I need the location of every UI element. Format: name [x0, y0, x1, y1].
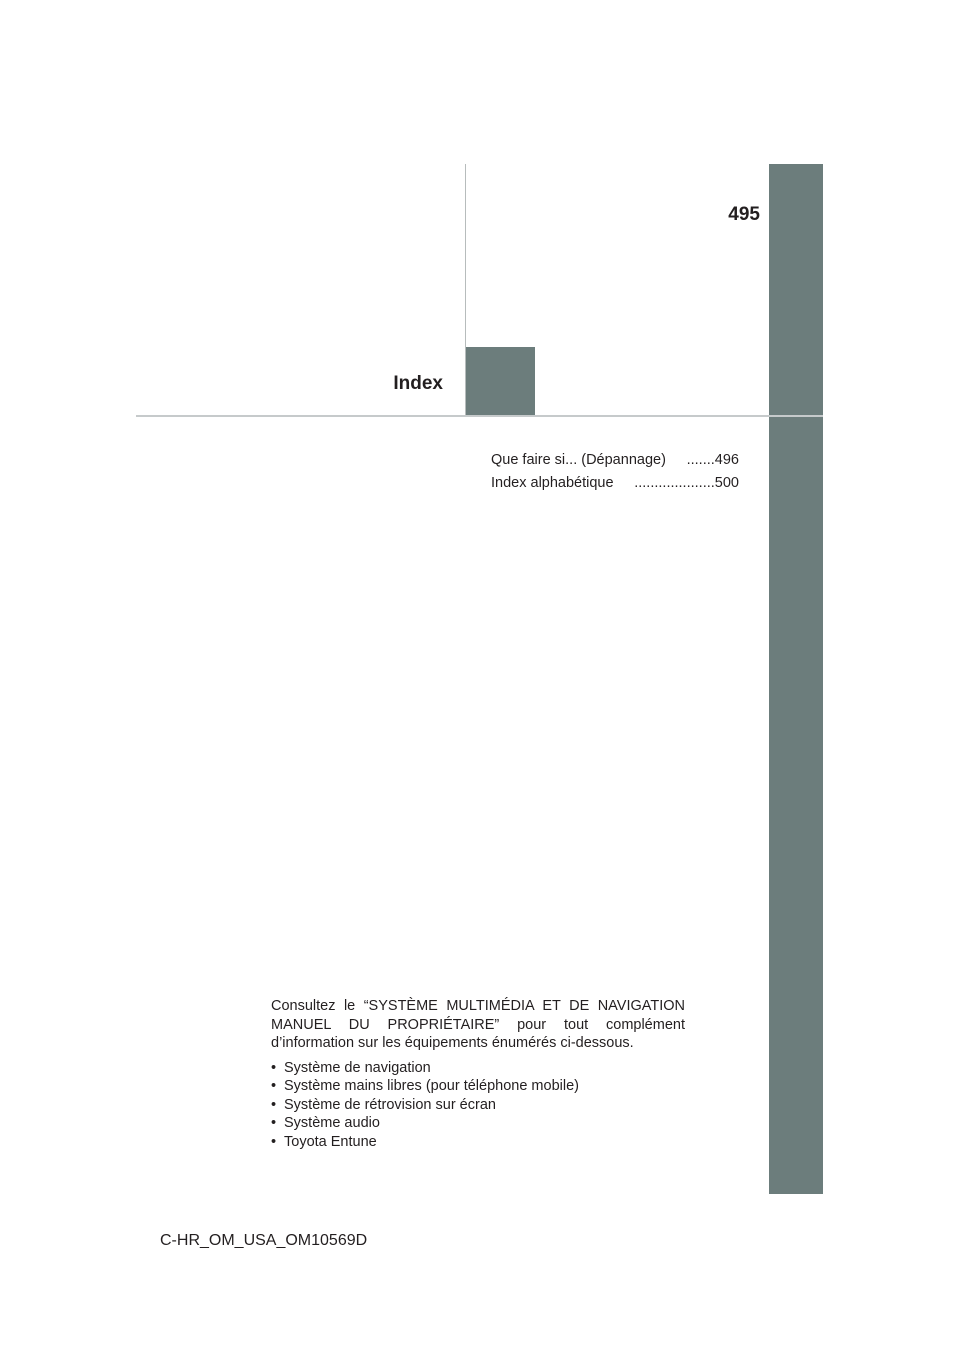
- section-tab-marker: [466, 347, 535, 415]
- multimedia-reference-note: [271, 997, 685, 1151]
- toc-entry-label: Que faire si... (Dépannage): [491, 452, 666, 468]
- toc-entry-alphabetical-index[interactable]: [491, 472, 739, 495]
- header-rule: [136, 415, 823, 417]
- toc-entry-troubleshooting[interactable]: [491, 449, 739, 472]
- document-code: C-HR_OM_USA_OM10569D: [160, 1232, 368, 1249]
- bullet-icon: •: [271, 1133, 277, 1150]
- list-item: [271, 1077, 685, 1096]
- list-item: [271, 1133, 685, 1152]
- section-title: Index: [393, 373, 443, 394]
- bullet-icon: •: [271, 1115, 277, 1131]
- list-item: [271, 1114, 685, 1133]
- bullet-icon: •: [271, 1078, 277, 1094]
- toc-entry-leader: ....................: [634, 474, 715, 491]
- list-item: [271, 1059, 685, 1078]
- table-of-contents: [491, 449, 739, 494]
- page-number: 495: [728, 204, 760, 225]
- list-item-text: Système audio: [284, 1115, 380, 1131]
- bullet-icon: •: [271, 1059, 277, 1076]
- toc-entry-leader: .......: [686, 452, 715, 468]
- list-item-text: Toyota Entune: [284, 1133, 377, 1150]
- list-item-text: Système de rétrovision sur écran: [284, 1096, 496, 1113]
- toc-entry-page: 500: [714, 474, 739, 491]
- equipment-list: [271, 1059, 685, 1152]
- chapter-side-tab: [769, 164, 823, 1194]
- list-item: [271, 1096, 685, 1115]
- list-item-text: Système mains libres (pour téléphone mobile): [284, 1078, 579, 1094]
- bullet-icon: •: [271, 1096, 277, 1113]
- toc-entry-page: 496: [714, 452, 739, 468]
- toc-entry-label: Index alphabétique: [491, 474, 614, 491]
- list-item-text: Système de navigation: [284, 1059, 431, 1076]
- note-intro: Consultez le “SYSTÈME MULTIMÉDIA ET DE NAVIGATION MANUEL DU PROPRIÉTAIRE” pour tout complément d’information sur les équipements énumérés ci-dessous.: [271, 998, 685, 1051]
